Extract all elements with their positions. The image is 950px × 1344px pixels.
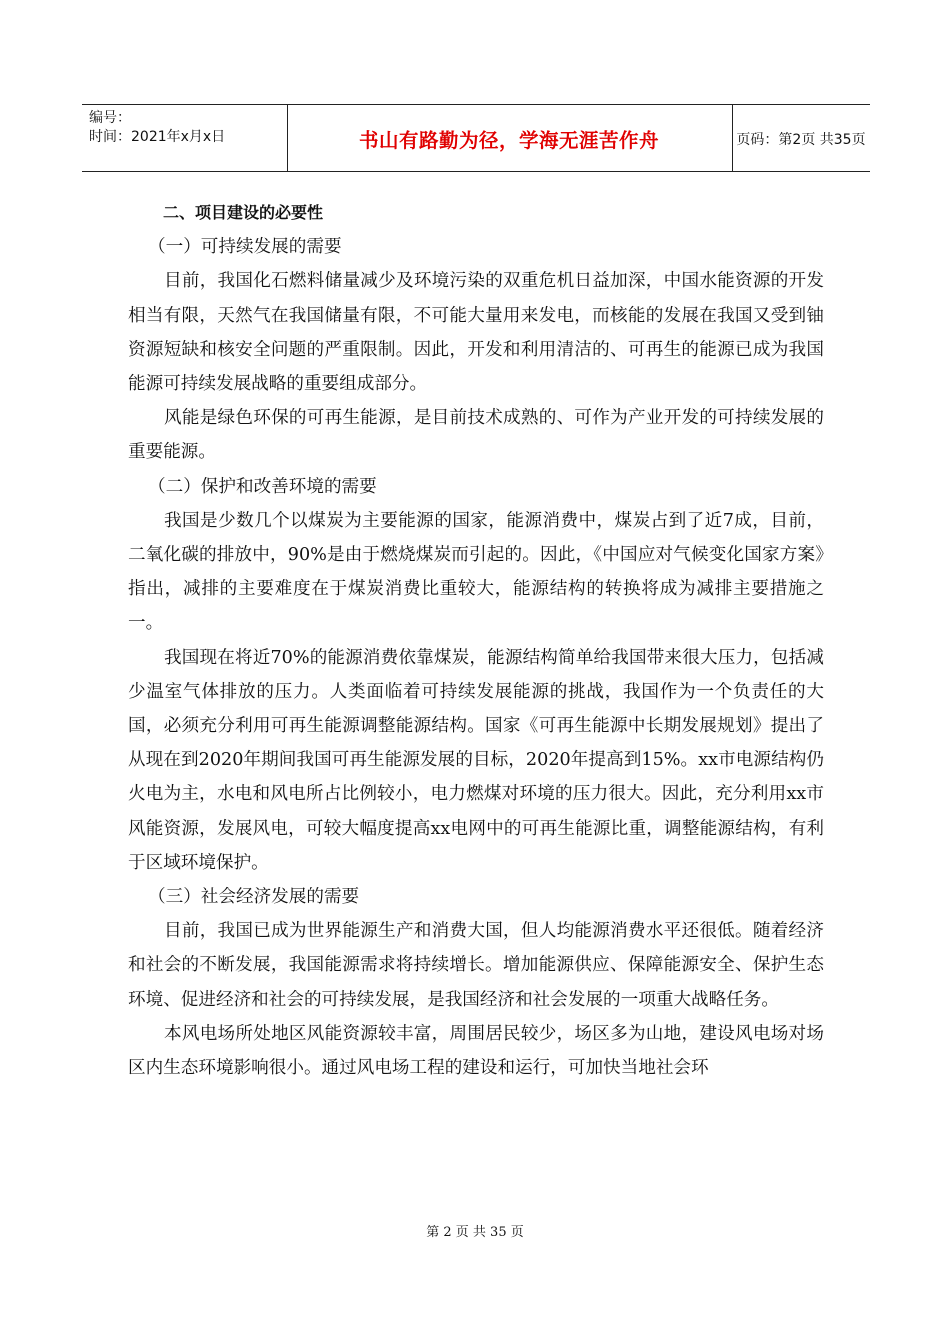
paragraph-6: 本风电场所处地区风能资源较丰富，周围居民较少，场区多为山地，建设风电场对场区内生态环境影响很小。通过风电场工程的建设和运行，可加快当地社会环 (128, 1023, 824, 1079)
document-header (82, 104, 870, 172)
header-page-info: 页码：第2页 共35页 (736, 132, 866, 148)
paragraph-5: 目前，我国已成为世界能源生产和消费大国，但人均能源消费水平还很低。随着经济和社会的不断发展，我国能源需求将持续增长。增加能源供应、保障能源安全、保护生态环境、促进经济和社会的可持续发展，是我国经济和社会发展的一项重大战略任务。 (128, 921, 824, 1010)
document-body (128, 196, 824, 1085)
paragraph-1: 目前，我国化石燃料储量减少及环境污染的双重危机日益加深，中国水能资源的开发相当有限，天然气在我国储量有限，不可能大量用来发电，而核能的发展在我国又受到铀资源短缺和核安全问题的严重限制。因此，开发和利用清洁的、可再生的能源已成为我国能源可持续发展战略的重要组成部分。 (128, 271, 824, 395)
paragraph-4: 我国现在将近70%的能源消费依靠煤炭，能源结构简单给我国带来很大压力，包括减少温室气体排放的压力。人类面临着可持续发展能源的挑战，我国作为一个负责任的大国，必须充分利用可再生能源调整能源结构。国家《可再生能源中长期发展规划》提出了从现在到2020年期间我国可再生能源发展的目标，2020年提高到15%。xx市电源结构仍火电为主，水电和风电所占比例较小，电力燃煤对环境的压力很大。因此，充分利用xx市风能资源，发展风电，可较大幅度提高xx电网中的可再生能源比重，调整能源结构，有利于区域环境保护。 (128, 647, 824, 873)
document-time-label: 时间：2021年x月x日 (89, 129, 226, 145)
header-meta (89, 109, 225, 147)
page-footer: 第 2 页 共 35 页 (426, 1225, 524, 1240)
section-title: 二、项目建设的必要性 (163, 203, 324, 222)
paragraph-3: 我国是少数几个以煤炭为主要能源的国家，能源消费中，煤炭占到了近7成，目前，二氧化碳的排放中，90%是由于燃烧煤炭而引起的。因此，《中国应对气候变化国家方案》指出，减排的主要难度在于煤炭消费比重较大，能源结构的转换将成为减排主要措施之一。 (128, 510, 824, 634)
subsection-title-3: （三）社会经济发展的需要 (148, 887, 360, 908)
document-number-label: 编号： (89, 110, 131, 126)
paragraph-2: 风能是绿色环保的可再生能源，是目前技术成熟的、可作为产业开发的可持续发展的重要能源。 (128, 408, 824, 463)
subsection-title-2: （二）保护和改善环境的需要 (148, 476, 377, 497)
subsection-title-1: （一）可持续发展的需要 (148, 237, 342, 258)
header-slogan: 书山有路勤为径，学海无涯苦作舟 (358, 129, 659, 152)
